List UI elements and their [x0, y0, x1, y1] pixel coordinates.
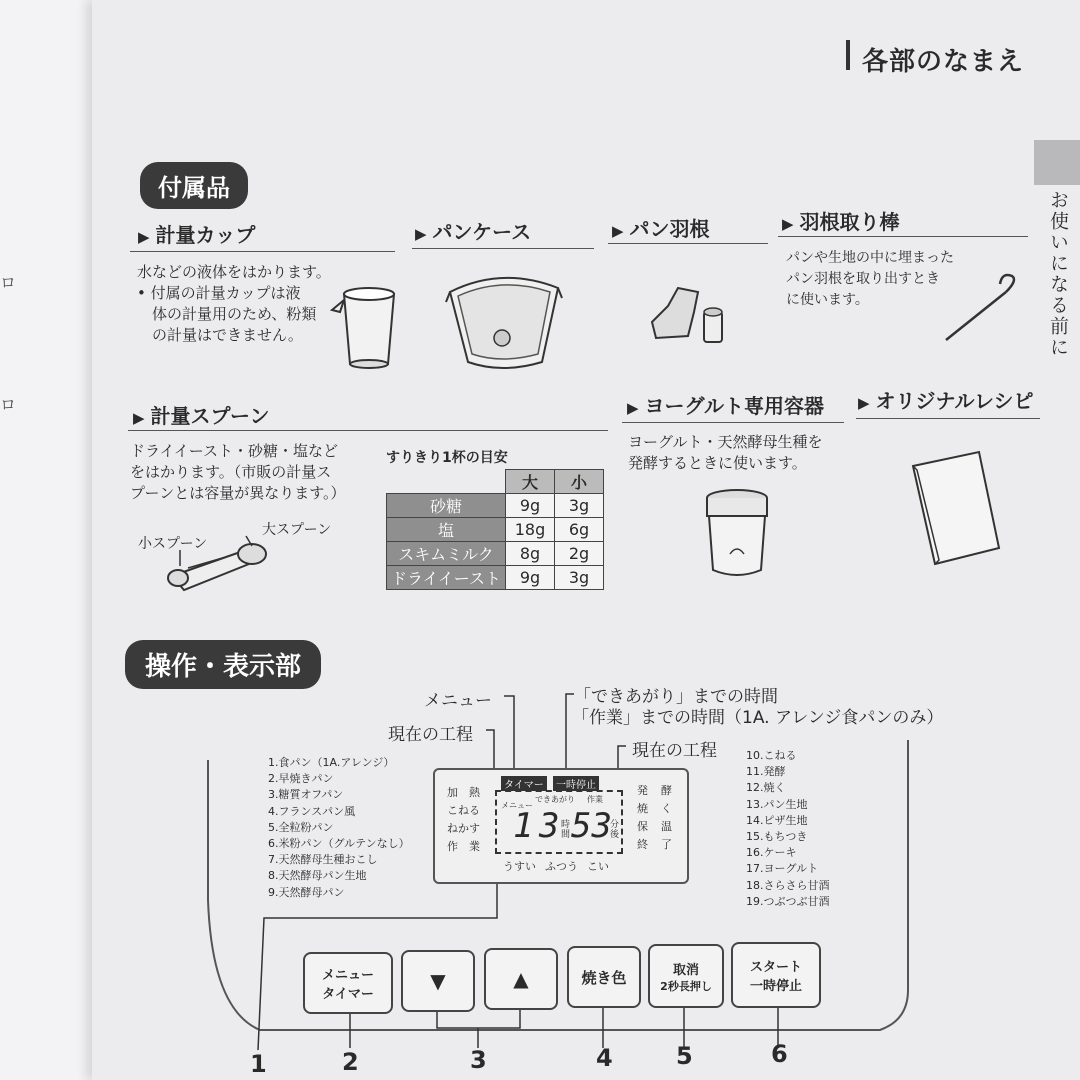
- row-label: スキムミルク: [387, 542, 506, 566]
- callout-number: 1: [250, 1050, 267, 1078]
- triangle-icon: ▶: [782, 215, 794, 233]
- measuring-cup-note-line: 体の計量用のため、粉類: [152, 305, 317, 323]
- large-value: 8g: [506, 542, 555, 566]
- measuring-cup-note-line: • 付属の計量カップは液: [137, 284, 301, 302]
- menu-list-item: 5.全粒粉パン: [268, 820, 334, 834]
- hour-unit: [561, 820, 570, 840]
- crust-label: うすい: [503, 860, 536, 873]
- large-spoon-label: 大スプーン: [262, 522, 332, 538]
- menu-list-item: 4.フランスパン風: [268, 804, 356, 818]
- step-label: ねかす: [447, 822, 480, 835]
- crust-color-button-label: 焼き色: [581, 968, 627, 987]
- measuring-spoon-line: プーンとは容量が異なります。）: [130, 484, 346, 502]
- measuring-spoon-title-text: 計量スプーン: [150, 404, 270, 428]
- step-label: 温: [661, 820, 672, 833]
- triangle-icon: ▶: [415, 225, 427, 243]
- menu-digit-label: メニュー: [501, 801, 533, 810]
- menu-digit: 1: [513, 806, 534, 846]
- guide-table-caption: すりきり1杯の目安: [386, 450, 508, 466]
- cancel-button[interactable]: [648, 944, 724, 1008]
- small-value: 3g: [555, 494, 604, 518]
- operation-heading: 操作・表示部: [125, 640, 321, 689]
- done-label: できあがり: [535, 795, 575, 804]
- menu-callout: メニュー: [424, 691, 492, 711]
- menu-list-item: 10.こねる: [746, 749, 797, 762]
- recipe-book-title-text: オリジナルレシピ: [875, 389, 1034, 413]
- current-step-callout-left: 現在の工程: [388, 725, 473, 745]
- crust-label: こい: [587, 860, 609, 873]
- blade-remover-line: パン羽根を取り出すとき: [786, 271, 940, 287]
- menu-list-item: 3.糖質オフパン: [268, 788, 344, 802]
- triangle-icon: ▶: [612, 222, 624, 240]
- measuring-spoon-line: をはかります。（市販の計量ス: [130, 463, 332, 481]
- column-header-large: 大: [506, 470, 555, 494]
- measuring-cup-desc: 水などの液体をはかります。: [137, 263, 331, 281]
- step-label: 保: [637, 820, 648, 833]
- up-arrow-icon: ▲: [513, 967, 529, 991]
- small-spoon-label: 小スプーン: [138, 536, 208, 552]
- bread-case-title-text: パンケース: [432, 220, 532, 244]
- previous-page-mark: ロ: [0, 273, 17, 292]
- menu-list-item: 19.つぶつぶ甘酒: [746, 894, 830, 908]
- menu-list-item: 14.ピザ生地: [746, 813, 808, 827]
- menu-list-left: [268, 755, 410, 901]
- cancel-button-sublabel: 2秒長押し: [660, 979, 712, 993]
- triangle-icon: ▶: [858, 394, 870, 412]
- menu-list-right: [746, 748, 830, 910]
- menu-list-item: 18.さらさら甘酒: [746, 878, 830, 892]
- yogurt-container-title-text: ヨーグルト専用容器: [644, 394, 824, 418]
- crust-color-button[interactable]: [567, 946, 641, 1008]
- measuring-spoon-line: ドライイースト・砂糖・塩など: [130, 442, 339, 460]
- down-arrow-icon: ▼: [430, 969, 446, 993]
- large-value: 18g: [506, 518, 555, 542]
- minute-digits: 53: [571, 806, 612, 846]
- yogurt-container-line: 発酵するときに使います。: [628, 454, 807, 472]
- step-label: 作 業: [447, 840, 480, 853]
- menu-list-item: 6.米粉パン（グルテンなし）: [268, 837, 410, 851]
- small-value: 6g: [555, 518, 604, 542]
- up-button[interactable]: [484, 948, 558, 1010]
- timer-indicator: タイマー: [501, 776, 547, 791]
- menu-timer-button-label: タイマー: [322, 987, 374, 1002]
- small-value: 3g: [555, 566, 604, 590]
- hour-unit-char: 間: [561, 830, 571, 840]
- row-label: 砂糖: [387, 494, 506, 518]
- blade-remover-title-text: 羽根取り棒: [799, 210, 900, 234]
- callout-number: 6: [771, 1040, 788, 1068]
- menu-list-item: 15.もちつき: [746, 830, 808, 844]
- menu-list-item: 13.パン生地: [746, 797, 808, 811]
- large-value: 9g: [506, 494, 555, 518]
- small-value: 2g: [555, 542, 604, 566]
- blade-remover-line: パンや生地の中に埋まった: [786, 250, 954, 266]
- measuring-cup-note-line: の計量はできません。: [152, 326, 303, 344]
- step-label: 了: [661, 838, 672, 851]
- step-label: 焼: [637, 802, 648, 815]
- callout-number: 5: [676, 1042, 693, 1070]
- menu-list-item: 2.早焼きパン: [268, 772, 334, 786]
- menu-list-item: 12.焼く: [746, 781, 786, 795]
- start-pause-button[interactable]: [731, 942, 821, 1008]
- previous-page-mark: ロ: [0, 395, 17, 414]
- cancel-button-label: 取消: [672, 962, 699, 978]
- hour-digit: 3: [539, 806, 560, 846]
- minute-unit-char: 後: [610, 830, 620, 840]
- page-title: 各部のなまえ: [862, 47, 1025, 77]
- bread-blade-title-text: パン羽根: [629, 217, 710, 241]
- current-step-callout-right: 現在の工程: [632, 741, 717, 761]
- start-pause-button-label: スタート: [749, 960, 802, 975]
- start-pause-button-label: 一時停止: [749, 979, 802, 994]
- down-button[interactable]: [401, 950, 475, 1012]
- step-label: 加 熱: [447, 786, 480, 799]
- row-label: 塩: [387, 518, 506, 542]
- accessories-heading: 付属品: [140, 162, 248, 209]
- work-label: 作業: [587, 795, 603, 804]
- side-tab-label: お使いになる前に: [1047, 190, 1069, 358]
- callout-number: 2: [342, 1048, 359, 1076]
- crust-label: ふつう: [545, 860, 578, 873]
- menu-list-item: 17.ヨーグルト: [746, 862, 819, 876]
- hour-unit-char: 時: [561, 820, 571, 830]
- menu-list-item: 16.ケーキ: [746, 846, 797, 860]
- menu-timer-button[interactable]: [303, 952, 393, 1014]
- triangle-icon: ▶: [138, 228, 150, 246]
- menu-list-item: 8.天然酵母パン生地: [268, 869, 367, 883]
- done-time-callout: 「できあがり」までの時間: [574, 687, 778, 707]
- step-label: 終: [637, 838, 648, 851]
- menu-list-item: 7.天然酵母生種おこし: [268, 853, 378, 867]
- step-label: 発: [637, 784, 648, 797]
- yogurt-container-line: ヨーグルト・天然酵母生種を: [628, 433, 823, 451]
- callout-number: 4: [596, 1044, 613, 1072]
- work-time-callout: 「作業」までの時間（1A. アレンジ食パンのみ）: [572, 708, 944, 728]
- minute-unit: [610, 820, 619, 840]
- triangle-icon: ▶: [627, 399, 639, 417]
- menu-list-item: 9.天然酵母パン: [268, 885, 345, 899]
- minute-unit-char: 分: [610, 820, 620, 830]
- pause-indicator: 一時停止: [553, 776, 599, 791]
- row-label: ドライイースト: [387, 566, 506, 590]
- step-label: こねる: [447, 804, 480, 817]
- step-label: 酵: [661, 784, 672, 797]
- menu-timer-button-label: メニュー: [321, 968, 374, 983]
- menu-list-item: 11.発酵: [746, 765, 786, 779]
- triangle-icon: ▶: [133, 409, 145, 427]
- menu-list-item: 1.食パン（1A.アレンジ）: [268, 756, 395, 769]
- large-value: 9g: [506, 566, 555, 590]
- measuring-cup-title-text: 計量カップ: [155, 223, 256, 247]
- blade-remover-line: に使います。: [786, 292, 869, 308]
- callout-number: 3: [470, 1046, 487, 1074]
- lcd-display: [433, 768, 689, 884]
- column-header-small: 小: [555, 470, 604, 494]
- step-label: く: [661, 802, 672, 815]
